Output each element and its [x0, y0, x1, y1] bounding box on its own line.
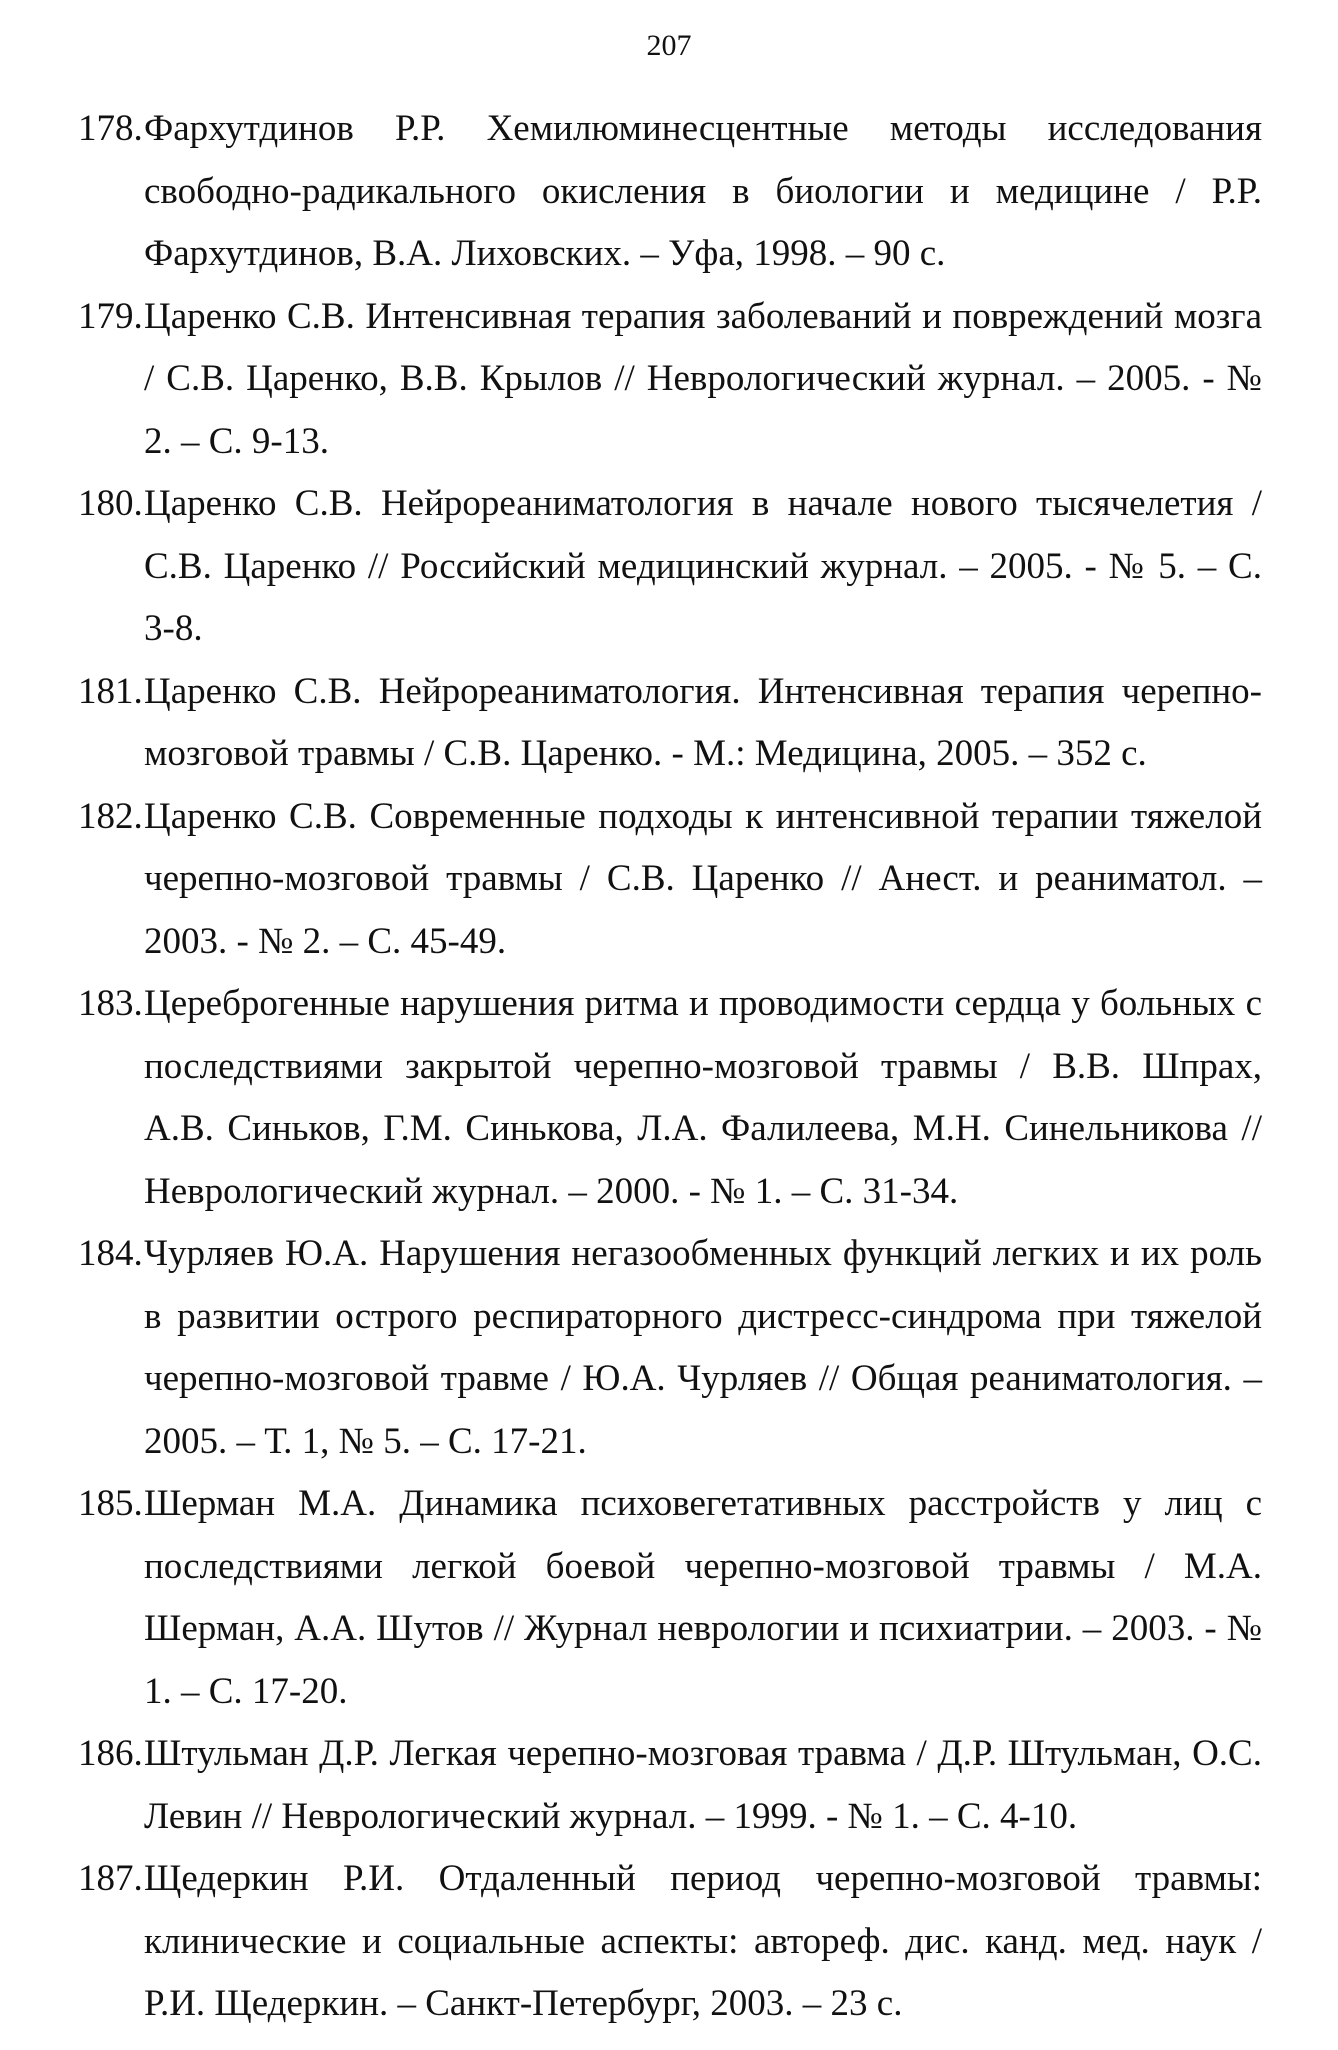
reference-text: Шерман М.А. Динамика психовегетативных расстройств у лиц с последствиями легкой боевой черепно-мозговой травмы / М.А. Шерман, А.А. Шутов // Журнал неврологии и психиатрии. – 2003. - № 1. – С. 17-20.: [144, 1483, 1262, 1712]
reference-text: Царенко С.В. Нейрореаниматология. Интенсивная терапия черепно-мозговой травмы / С.В. Царенко. - М.: Медицина, 2005. – 352 с.: [144, 670, 1262, 774]
reference-item: [78, 286, 1262, 474]
page-number: 207: [646, 29, 692, 62]
reference-number: 182.: [78, 795, 143, 837]
reference-number: 186.: [78, 1733, 143, 1774]
reference-text: Фархутдинов Р.Р. Хемилюминесцентные методы исследования свободно-радикального окисления в биологии и медицине / Р.Р. Фархутдинов, В.А. Лиховских. – Уфа, 1998. – 90 с.: [144, 108, 1262, 274]
reference-text: Щедеркин Р.И. Отдаленный период черепно-мозговой травмы: клинические и социальные аспекты: автореф. дис. канд. мед. наук / Р.И. Щедеркин. – Санкт-Петербург, 2003. – 23 с.: [144, 1858, 1262, 2024]
reference-text: Штульман Д.Р. Легкая черепно-мозговая травма / Д.Р. Штульман, О.С. Левин // Неврологический журнал. – 1999. - № 1. – С. 4-10.: [144, 1733, 1262, 1837]
reference-item: [78, 1848, 1262, 2036]
reference-item: [78, 786, 1262, 974]
reference-item: [78, 1723, 1262, 1848]
reference-number: 184.: [78, 1233, 143, 1274]
reference-item: [78, 98, 1262, 286]
reference-item: [78, 1223, 1262, 1473]
reference-number: 179.: [78, 295, 143, 337]
reference-number: 180.: [78, 483, 143, 524]
reference-text: Чурляев Ю.А. Нарушения негазообменных функций легких и их роль в развитии острого респираторного дистресс-синдрома при тяжелой черепно-мозговой травме / Ю.А. Чурляев // Общая реаниматология. – 2005. – Т. 1, № 5. – С. 17-21.: [144, 1233, 1262, 1462]
reference-item: [78, 1473, 1262, 1723]
reference-number: 183.: [78, 983, 143, 1024]
reference-item: [78, 661, 1262, 786]
reference-text: Цереброгенные нарушения ритма и проводимости сердца у больных с последствиями закрытой черепно-мозговой травмы / В.В. Шпрах, А.В. Синьков, Г.М. Синькова, Л.А. Фалилеева, М.Н. Синельникова // Неврологический журнал. – 2000. - № 1. – С. 31-34.: [144, 983, 1262, 1212]
reference-list: [78, 98, 1262, 2036]
reference-item: [78, 973, 1262, 1223]
reference-number: 178.: [78, 108, 143, 149]
reference-text: Царенко С.В. Современные подходы к интенсивной терапии тяжелой черепно-мозговой травмы / С.В. Царенко // Анест. и реаниматол. – 2003. - № 2. – С. 45-49.: [144, 795, 1262, 962]
reference-number: 185.: [78, 1483, 143, 1524]
reference-text: Царенко С.В. Интенсивная терапия заболеваний и повреждений мозга / С.В. Царенко, В.В. Крылов // Неврологический журнал. – 2005. - № 2. – С. 9-13.: [144, 295, 1262, 462]
reference-text: Царенко С.В. Нейрореаниматология в начале нового тысячелетия / С.В. Царенко // Российский медицинский журнал. – 2005. - № 5. – С. 3-8.: [144, 483, 1262, 649]
reference-number: 187.: [78, 1858, 143, 1899]
reference-number: 181.: [78, 670, 143, 712]
reference-item: [78, 473, 1262, 661]
